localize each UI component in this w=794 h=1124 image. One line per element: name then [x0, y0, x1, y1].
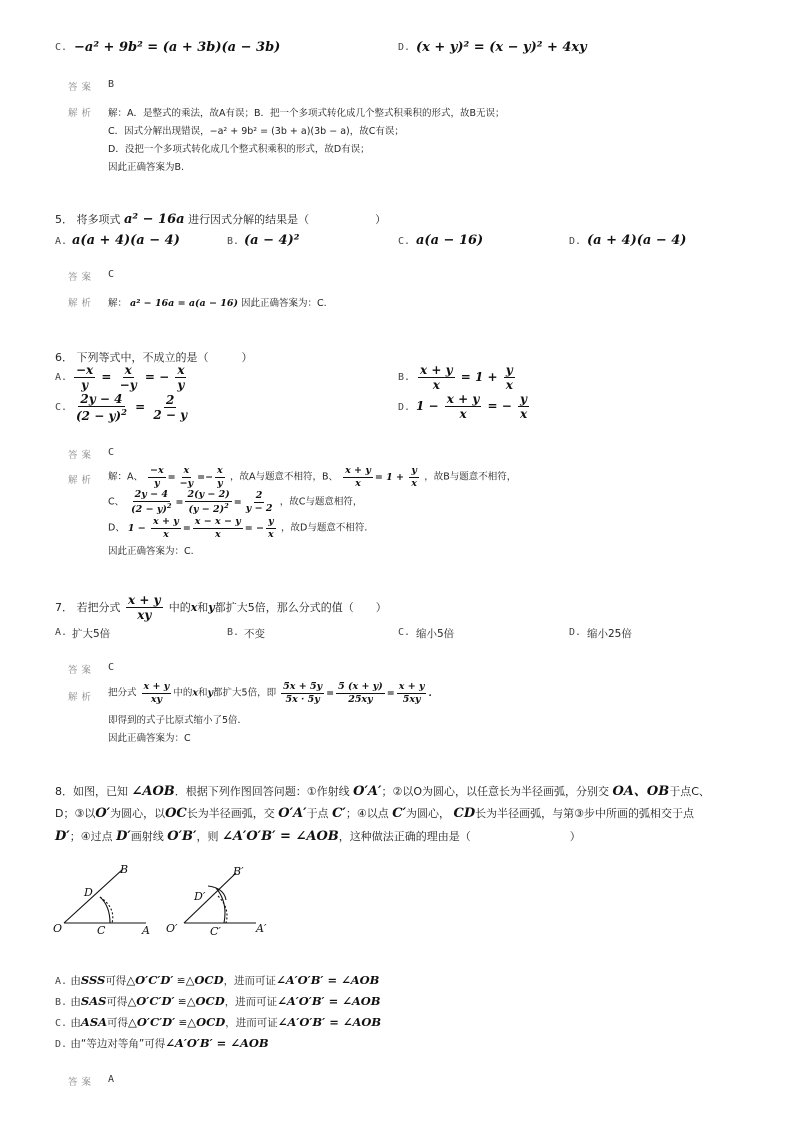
- option-row: [55, 1015, 381, 1030]
- label-d-prime: D′: [194, 890, 206, 903]
- analysis-expression: $\frac{x + y}{x}$ = 1 + $\frac{y}{x}$: [345, 465, 417, 489]
- option-expression: $\frac{x + y}{x}$ = 1 + $\frac{y}{x}$: [420, 363, 513, 392]
- question-8-stem-line: [55, 828, 581, 844]
- answer-value: C: [108, 447, 115, 458]
- stem-text: D；③以: [55, 807, 96, 820]
- stem-expression: OA、OB: [612, 784, 670, 799]
- stem-text: 长为半径画弧，交: [186, 807, 275, 820]
- stem-text: 画射线: [130, 830, 164, 843]
- option-expression: △O′C′D′: [126, 973, 174, 987]
- analysis-variable: y: [207, 687, 214, 699]
- option-expression: SSS: [80, 973, 106, 987]
- answer-label: 答案: [68, 82, 96, 93]
- stem-text: 于点C、: [669, 785, 710, 798]
- option-label: B.: [227, 627, 240, 638]
- stem-text: 进行因式分解的结果是（ ）: [188, 213, 387, 226]
- option-text: ，进而可证: [224, 996, 278, 1008]
- option-label: A.: [55, 627, 68, 638]
- analysis-expression: 1 − $\frac{x + y}{x}$ = $\frac{x - x - y}{x}$ = − $\frac{y}{x}$: [127, 516, 274, 540]
- stem-fraction: $\frac{x + y}{xy}$: [128, 593, 161, 622]
- label-c: C: [97, 924, 106, 937]
- stem-text: 长为半径画弧，与第③步中所画的弧相交于点: [475, 807, 694, 820]
- option-expression: SAS: [80, 994, 107, 1008]
- option-expression: △O′C′D′: [127, 994, 175, 1008]
- analysis-text: ，故B与题意不相符，: [424, 471, 517, 483]
- analysis-expression: $\frac{2y - 4}{(2 - y)^2}$ = $\frac{2(y - 2)}{(y - 2)^2}$ = $\frac{2}{y - 2}$: [131, 489, 273, 515]
- answer-value: C: [108, 269, 115, 280]
- stem-expression: D′: [55, 829, 70, 844]
- option-label: C.: [55, 402, 68, 413]
- analysis-line: 因此正确答案为：C.: [108, 546, 194, 557]
- option-expression: (a − 4)²: [244, 233, 300, 248]
- stem-expression: C′: [392, 806, 406, 821]
- stem-expression: O′A′: [353, 784, 382, 799]
- geometry-figure: [48, 860, 288, 945]
- stem-expression: a² − 16a: [124, 212, 185, 227]
- analysis-expression: $\frac{x + y}{xy}$: [143, 681, 170, 705]
- option-label: B.: [227, 236, 240, 247]
- option-label: C.: [55, 42, 68, 53]
- answer-label: 答案: [68, 450, 96, 461]
- analysis-text: 因此正确答案为：C.: [241, 298, 327, 309]
- option-label: A.: [55, 976, 68, 987]
- option-text: 可得: [107, 1017, 129, 1029]
- option-expression: ∠A′O′B′ = ∠AOB: [276, 973, 380, 987]
- analysis-line: [108, 490, 362, 514]
- stem-variable: y: [208, 601, 215, 614]
- analysis-line: 因此正确答案为：C: [108, 733, 191, 744]
- option-label: D.: [55, 1039, 68, 1050]
- option-expression: ∠A′O′B′ = ∠AOB: [277, 994, 381, 1008]
- option-row: [55, 1036, 269, 1051]
- stem-text: 若把分式: [76, 601, 121, 614]
- ray-ob: [64, 869, 123, 923]
- option-expression: △OCD: [186, 994, 225, 1008]
- analysis-text: 解：A、: [108, 471, 143, 483]
- analysis-line: 因此正确答案为B.: [108, 162, 185, 173]
- stem-text: ；④以点: [345, 807, 389, 820]
- stem-text: ，则: [196, 830, 219, 843]
- option-expression: $\frac{2y - 4}{(2 - y)^2}$ = $\frac{2}{2 - y}$: [76, 392, 188, 423]
- option-label: B.: [398, 372, 411, 383]
- analysis-text: 把分式: [108, 687, 137, 699]
- label-c-prime: C′: [210, 925, 221, 938]
- option-text: 由: [70, 975, 81, 987]
- analysis-line: [108, 295, 327, 309]
- label-o: O: [53, 922, 63, 935]
- stem-expression: O′A′: [278, 806, 307, 821]
- ray-ob-prime: [184, 873, 236, 923]
- stem-text: 中的: [168, 601, 191, 614]
- option-text: 扩大5倍: [72, 628, 111, 640]
- label-o-prime: O′: [166, 922, 178, 935]
- analysis-text: ，故C与题意相符，: [279, 496, 363, 508]
- option-row: [55, 994, 381, 1009]
- analysis-line: 即得到的式子比原式缩小了5倍．: [108, 715, 248, 726]
- stem-text: 下列等式中，不成立的是（ ）: [76, 351, 253, 364]
- stem-expression: OC: [165, 806, 187, 821]
- question-5-stem: [55, 211, 386, 227]
- stem-text: ．根据下列作图回答问题：①作射线: [174, 785, 350, 798]
- option-text: ≌: [176, 975, 186, 987]
- stem-expression: D′: [116, 829, 131, 844]
- option-label: A.: [55, 236, 68, 247]
- analysis-text: ，故A与题意不相符，B、: [230, 471, 339, 483]
- option-text: 可得: [105, 975, 127, 987]
- question-number: 7．: [55, 601, 73, 614]
- option-label: D.: [398, 402, 411, 413]
- option-expression: △O′C′D′: [128, 1015, 176, 1029]
- analysis-text: 解：: [108, 298, 128, 309]
- stem-text: 和: [197, 601, 209, 614]
- stem-text: ；②以O为圆心，以任意长为半径画弧，分别交: [381, 785, 609, 798]
- label-a: A: [142, 924, 150, 937]
- option-text: 可得: [106, 996, 128, 1008]
- analysis-label: 解析: [68, 108, 96, 119]
- analysis-line: [108, 517, 374, 539]
- option-expression: ASA: [80, 1015, 108, 1029]
- option-text: 由: [70, 1017, 81, 1029]
- option-label: B.: [55, 997, 68, 1008]
- label-b-prime: B′: [233, 865, 244, 878]
- analysis-text: D、: [108, 522, 125, 534]
- analysis-text: ，故D与题意不相符．: [281, 522, 374, 534]
- option-text: ≌: [178, 1017, 188, 1029]
- option-text: ，进而可证: [225, 1017, 278, 1029]
- answer-label: 答案: [68, 1077, 96, 1088]
- option-expression: a(a − 16): [416, 233, 484, 248]
- analysis-text: 都扩大5倍，即: [213, 687, 277, 699]
- answer-value: C: [108, 662, 115, 673]
- option-expression: a(a + 4)(a − 4): [72, 233, 180, 248]
- option-text: 由: [70, 996, 81, 1008]
- answer-label: 答案: [68, 272, 96, 283]
- analysis-line: D．没把一个多项式转化成几个整式积乘积的形式，故D有误；: [108, 144, 370, 155]
- stem-variable: x: [190, 601, 198, 614]
- option-expression: $\frac{-x}{y}$ = $\frac{x}{-y}$ = − $\frac{x}{y}$: [76, 363, 185, 392]
- stem-text: ；④过点: [69, 830, 113, 843]
- analysis-expression: a² − 16a = a(a − 16): [130, 298, 238, 309]
- stem-text: 都扩大5倍，那么分式的值（ ）: [214, 601, 387, 614]
- analysis-text: 和: [198, 687, 208, 699]
- arc-dashed: [100, 897, 113, 923]
- option-c-expression: −a² + 9b² = (a + 3b)(a − 3b): [74, 40, 281, 55]
- option-expression: (a + 4)(a − 4): [587, 233, 687, 248]
- option-text: 缩小25倍: [587, 628, 632, 640]
- analysis-label: 解析: [68, 475, 96, 486]
- option-row: [55, 973, 379, 988]
- stem-expression: O′: [95, 806, 111, 821]
- label-a-prime: A′: [256, 922, 267, 935]
- stem-expression: ∠AOB: [131, 784, 175, 799]
- stem-text: 于点: [306, 807, 329, 820]
- analysis-line: [108, 682, 432, 704]
- question-7-stem: [55, 594, 387, 621]
- option-d-expression: (x + y)² = (x − y)² + 4xy: [416, 40, 587, 55]
- option-label: D.: [569, 627, 582, 638]
- stem-expression: ∠A′O′B′ = ∠AOB: [221, 829, 339, 844]
- answer-label: 答案: [68, 665, 96, 676]
- answer-value: A: [108, 1074, 115, 1085]
- stem-expression: C′: [332, 806, 346, 821]
- option-text: ，进而可证: [223, 975, 277, 987]
- analysis-label: 解析: [68, 692, 96, 703]
- analysis-line: C．因式分解出现错误，−a² + 9b² = (3b + a)(3b − a)，故C有误；: [108, 126, 404, 137]
- option-expression: 1 − $\frac{x + y}{x}$ = − $\frac{y}{x}$: [416, 392, 528, 421]
- stem-expression: O′B′: [167, 829, 197, 844]
- option-label: A.: [55, 372, 68, 383]
- analysis-variable: x: [192, 687, 198, 699]
- analysis-label: 解析: [68, 298, 96, 309]
- option-expression: ∠A′O′B′ = ∠AOB: [165, 1036, 269, 1050]
- label-b: B: [120, 863, 129, 876]
- option-text: 不变: [244, 628, 265, 640]
- label-d: D: [84, 886, 93, 899]
- option-label: D.: [569, 236, 582, 247]
- analysis-text: C、: [108, 496, 125, 508]
- question-8-stem-line: [55, 780, 710, 799]
- analysis-line: 解：A．是整式的乘法，故A有误；B．把一个多项式转化成几个整式积乘积的形式，故B无误；: [108, 108, 505, 119]
- arc-cd: [100, 897, 110, 923]
- question-number: 8．: [55, 785, 73, 798]
- option-label: C.: [55, 1018, 68, 1029]
- stem-text: 为圆心，以: [110, 807, 166, 820]
- analysis-text: 中的: [173, 687, 193, 699]
- stem-expression: CD: [453, 806, 476, 821]
- stem-text: ，这种做法正确的理由是（ ）: [338, 830, 581, 843]
- option-label: C.: [398, 627, 411, 638]
- stem-text: 为圆心，: [406, 807, 450, 820]
- option-label: C.: [398, 236, 411, 247]
- option-expression: △OCD: [185, 973, 224, 987]
- option-label: D.: [398, 42, 411, 53]
- question-8-stem-line: [55, 805, 694, 821]
- analysis-expression: $\frac{-x}{y}$ = $\frac{x}{-y}$ =− $\frac{x}{y}$: [150, 465, 223, 489]
- option-expression: ∠A′O′B′ = ∠AOB: [277, 1015, 382, 1029]
- answer-value: B: [108, 79, 115, 90]
- option-text: 由“等边对等角”可得: [70, 1038, 166, 1050]
- stem-text: 如图，已知: [73, 785, 128, 798]
- analysis-expression: $\frac{5x + 5y}{5x \cdot 5y}$ = $\frac{5 (x + y)}{25xy}$ = $\frac{x + y}{5xy}$ .: [283, 681, 432, 705]
- option-expression: △OCD: [187, 1015, 226, 1029]
- question-number: 6．: [55, 351, 73, 364]
- analysis-line: [108, 466, 516, 488]
- stem-text: 将多项式: [76, 213, 121, 226]
- option-text: 缩小5倍: [416, 628, 455, 640]
- option-text: ≌: [177, 996, 187, 1008]
- question-number: 5．: [55, 213, 73, 226]
